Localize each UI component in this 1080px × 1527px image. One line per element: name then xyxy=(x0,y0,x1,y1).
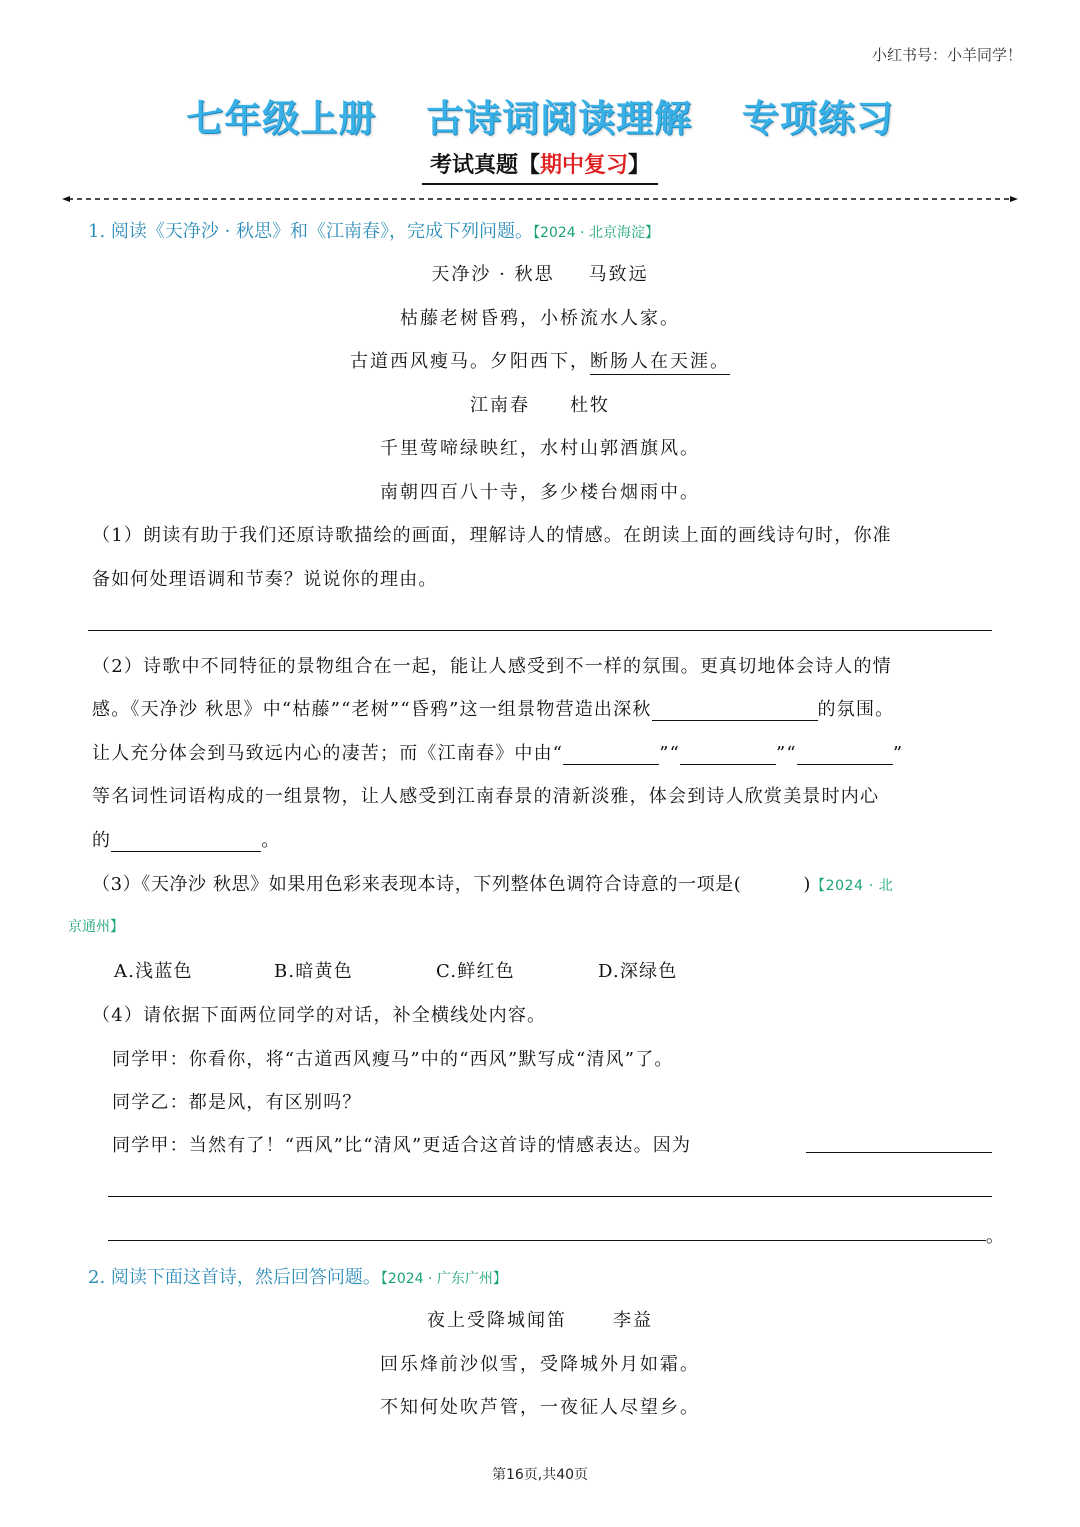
option-a[interactable]: A.浅蓝色 xyxy=(114,961,193,982)
sub3-paren-close: ) xyxy=(803,874,812,895)
answer-end-period: 。 xyxy=(986,1226,1006,1247)
sub2-line5-b: 。 xyxy=(261,830,281,851)
quote-sep-2: ”“ xyxy=(776,743,797,764)
poem3-author: 李益 xyxy=(613,1310,653,1331)
page-title xyxy=(0,88,1080,142)
dialogue-line-1: 同学甲：你看你，将“古道西风瘦马”中的“西风”默写成“清风”了。 xyxy=(112,1049,674,1070)
option-c[interactable]: C.鲜红色 xyxy=(436,961,515,982)
poem2-title: 江南春 xyxy=(470,395,530,416)
subtitle-suffix: 】 xyxy=(628,153,651,178)
title-grade: 七年级上册 xyxy=(186,97,377,140)
poem1-title-line xyxy=(0,260,1080,286)
poem3-title-line xyxy=(0,1306,1080,1332)
sub1-line2: 备如何处理语调和节奏？说说你的理由。 xyxy=(92,569,438,590)
dashed-divider xyxy=(62,196,1018,202)
dialogue-line-3 xyxy=(112,1131,691,1157)
poem2-title-line xyxy=(0,391,1080,417)
poem3-line2: 不知何处吹芦管，一夜征人尽望乡。 xyxy=(380,1397,700,1418)
quote-close: ” xyxy=(892,743,904,764)
poem2-author: 杜牧 xyxy=(570,395,610,416)
question-2-source-tag: 【2024 · 广东广州】 xyxy=(380,1271,507,1287)
dialogue-line-3-text: 同学甲：当然有了！“西风”比“清风”更适合这首诗的情感表达。因为 xyxy=(112,1135,692,1156)
watermark: 小红书号：小羊同学！ xyxy=(871,46,1022,64)
subtitle-prefix: 考试真题【 xyxy=(429,153,540,178)
sub2-line2-b: 的氛围。 xyxy=(817,699,895,720)
sub2-line5 xyxy=(92,826,280,852)
sub1-line1: （1）朗读有助于我们还原诗歌描绘的画面，理解诗人的情感。在朗读上面的画线诗句时，你准 xyxy=(92,525,892,546)
sub2-line2-a: 感。《天净沙 秋思》中“枯藤”“老树”“昏鸦”这一组景物营造出深秋 xyxy=(92,699,652,720)
answer-line[interactable] xyxy=(806,1152,992,1153)
sub2-line1: （2）诗歌中不同特征的景物组合在一起，能让人感受到不一样的氛围。更真切地体会诗人的情 xyxy=(92,656,892,677)
sub2-line4: 等名词性词语构成的一组景物，让人感受到江南春景的清新淡雅，体会到诗人欣赏美景时内心 xyxy=(92,786,880,807)
sub3-line1 xyxy=(92,870,893,896)
quote-sep-1: ”“ xyxy=(659,743,681,764)
answer-line[interactable] xyxy=(88,630,992,631)
sub2-line5-a: 的 xyxy=(92,830,112,851)
poem1-line2-a: 古道西风瘦马。夕阳西下， xyxy=(350,351,590,372)
question-1-text: 1. 阅读《天净沙 · 秋思》和《江南春》，完成下列问题。 xyxy=(88,221,534,242)
answer-line[interactable] xyxy=(108,1196,992,1197)
fill-blank-atmosphere[interactable] xyxy=(652,702,818,721)
fill-blank-word-1[interactable] xyxy=(563,746,659,765)
question-2-text: 2. 阅读下面这首诗，然后回答问题。 xyxy=(88,1267,381,1288)
poem1-line2 xyxy=(0,347,1080,373)
title-topic: 古诗词阅读理解 xyxy=(426,97,692,140)
question-1-heading xyxy=(88,217,659,243)
poem1-author: 马致远 xyxy=(588,264,649,285)
poem2-line2: 南朝四百八十寺，多少楼台烟雨中。 xyxy=(380,482,700,503)
sub2-line2 xyxy=(92,695,894,721)
answer-line[interactable] xyxy=(108,1240,986,1241)
poem1-underlined-line: 断肠人在天涯。 xyxy=(590,351,730,375)
sub4-intro: （4）请依据下面两位同学的对话，补全横线处内容。 xyxy=(92,1005,547,1026)
option-b[interactable]: B.暗黄色 xyxy=(274,961,353,982)
poem2-line1: 千里莺啼绿映红，水村山郭酒旗风。 xyxy=(380,438,700,459)
page-number: 第16页,共40页 xyxy=(491,1467,589,1483)
poem3-title: 夜上受降城闻笛 xyxy=(427,1310,567,1331)
fill-blank-word-2[interactable] xyxy=(680,746,776,765)
poem1-title: 天净沙 · 秋思 xyxy=(431,264,555,285)
fill-blank-word-3[interactable] xyxy=(797,746,893,765)
poem3-line1: 回乐烽前沙似雪，受降城外月如霜。 xyxy=(380,1354,700,1375)
sub2-line3-a: 让人充分体会到马致远内心的凄苦；而《江南春》中由“ xyxy=(92,743,564,764)
sub3-source-tag-b: 京通州】 xyxy=(68,919,124,935)
section-subtitle xyxy=(0,148,1080,185)
question-1-source-tag: 【2024 · 北京海淀】 xyxy=(533,225,660,241)
sub2-line3 xyxy=(92,739,903,765)
fill-blank-heart[interactable] xyxy=(111,833,261,852)
sub3-source-tag-a: 【2024 · 北 xyxy=(811,878,894,894)
poem1-line1: 枯藤老树昏鸦，小桥流水人家。 xyxy=(400,308,680,329)
question-2-heading xyxy=(88,1263,507,1289)
title-type: 专项练习 xyxy=(741,97,894,140)
sub3-text: （3）《天净沙 秋思》如果用色彩来表现本诗，下列整体色调符合诗意的一项是( xyxy=(92,874,742,895)
subtitle-highlight: 期中复习 xyxy=(539,153,628,178)
dialogue-line-2: 同学乙：都是风，有区别吗？ xyxy=(112,1092,362,1113)
option-d[interactable]: D.深绿色 xyxy=(598,961,678,982)
